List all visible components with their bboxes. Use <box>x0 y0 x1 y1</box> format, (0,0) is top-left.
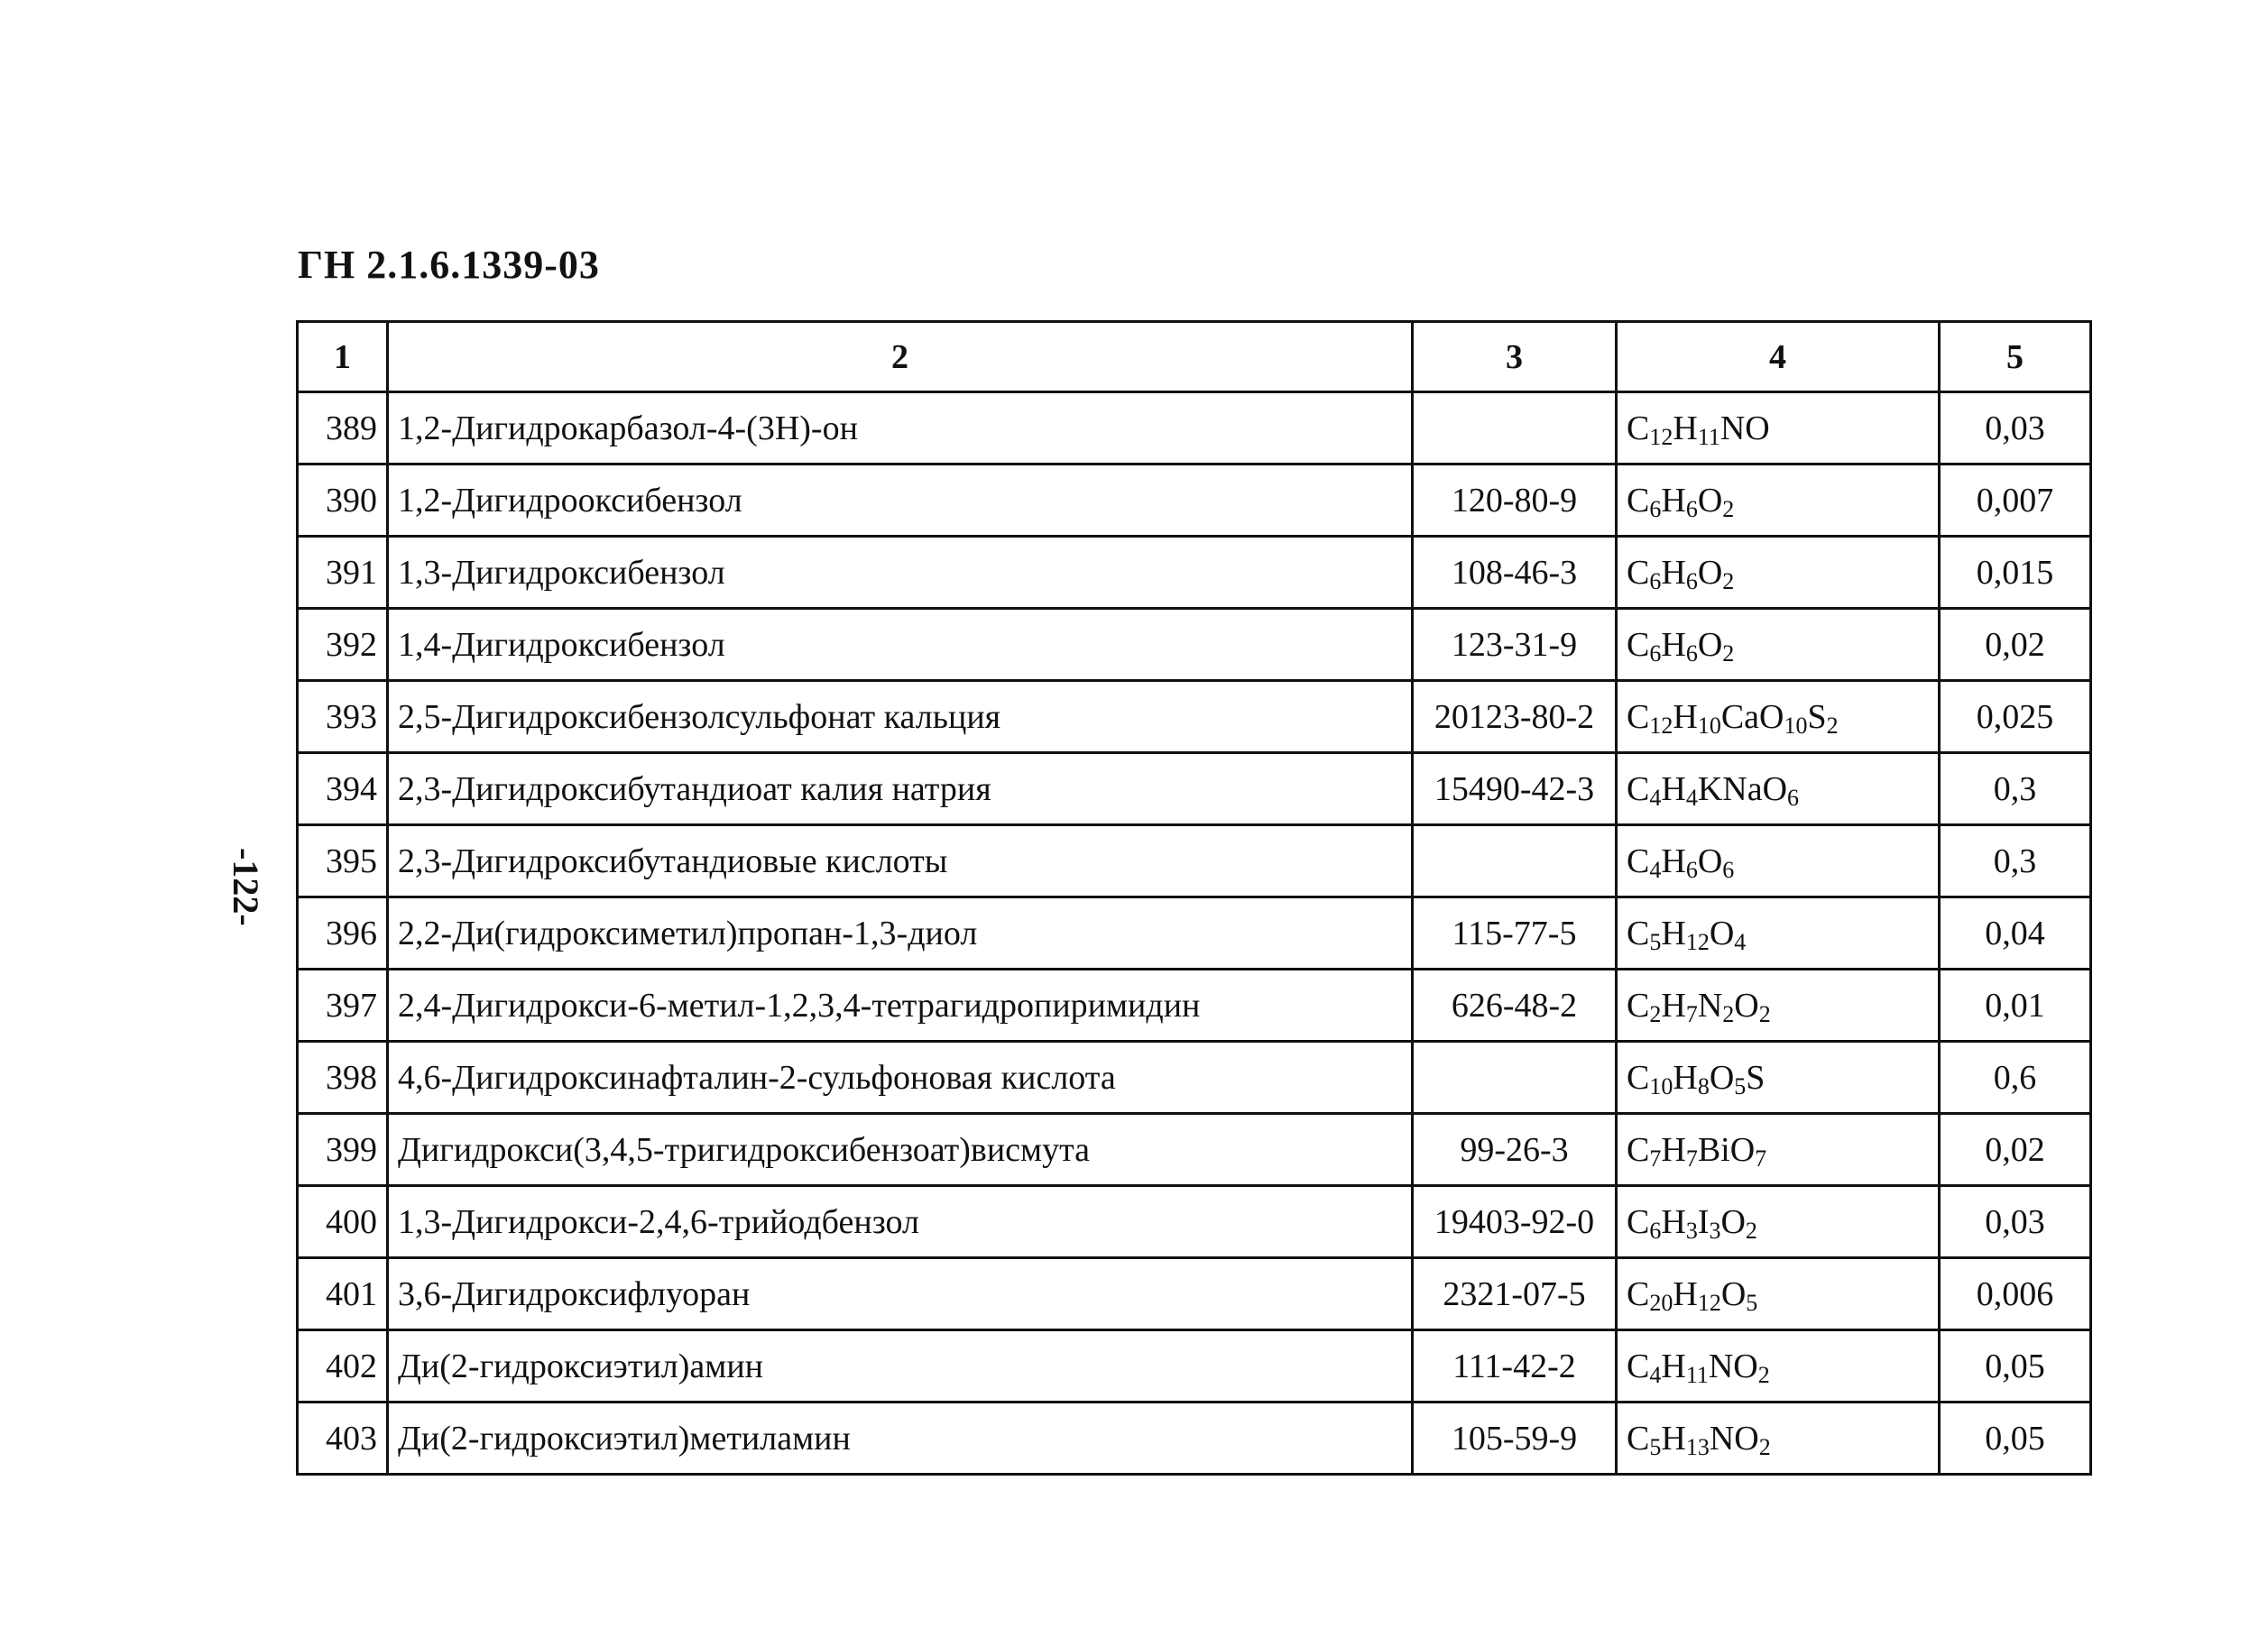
column-header-formula: 4 <box>1617 322 1940 392</box>
formula-element: C <box>1627 914 1650 952</box>
formula-element: O <box>1697 481 1723 520</box>
document-title: ГН 2.1.6.1339-03 <box>298 243 600 287</box>
formula-element: H <box>1673 1058 1698 1097</box>
formula-element: H <box>1661 986 1686 1025</box>
table-row <box>298 1403 2091 1475</box>
table-row <box>298 609 2091 681</box>
substance-name: 4,6-Дигидроксинафталин-2-сульфоновая кислота <box>388 1042 1413 1114</box>
formula-subscript: 3 <box>1685 1217 1698 1244</box>
concentration-value: 0,05 <box>1940 1403 2091 1475</box>
row-number: 389 <box>298 392 388 464</box>
row-number: 399 <box>298 1114 388 1186</box>
formula-subscript: 12 <box>1649 712 1673 739</box>
chemical-formula <box>1617 1114 1940 1186</box>
formula-element: C <box>1627 1130 1650 1169</box>
cas-number <box>1413 392 1617 464</box>
row-number: 403 <box>298 1403 388 1475</box>
formula-element: O <box>1697 842 1723 880</box>
formula-subscript: 10 <box>1784 712 1808 739</box>
chemical-formula <box>1617 970 1940 1042</box>
substance-name: 2,2-Ди(гидроксиметил)пропан-1,3-диол <box>388 897 1413 970</box>
concentration-value: 0,015 <box>1940 537 2091 609</box>
formula-subscript: 4 <box>1649 784 1662 811</box>
concentration-value: 0,006 <box>1940 1258 2091 1330</box>
chemical-formula <box>1617 464 1940 537</box>
table-row <box>298 1258 2091 1330</box>
formula-subscript: 2 <box>1722 1000 1735 1027</box>
substance-name: Ди(2-гидроксиэтил)метиламин <box>388 1403 1413 1475</box>
formula-element: S <box>1807 697 1827 736</box>
table-body <box>298 322 2091 1475</box>
concentration-value: 0,025 <box>1940 681 2091 753</box>
cas-number <box>1413 1042 1617 1114</box>
formula-subscript: 6 <box>1649 639 1662 667</box>
cas-number: 120-80-9 <box>1413 464 1617 537</box>
formula-element: C <box>1627 769 1650 808</box>
table-row <box>298 897 2091 970</box>
cas-number: 108-46-3 <box>1413 537 1617 609</box>
concentration-value: 0,03 <box>1940 1186 2091 1258</box>
row-number: 398 <box>298 1042 388 1114</box>
cas-number: 105-59-9 <box>1413 1403 1617 1475</box>
formula-element: H <box>1673 409 1698 447</box>
formula-element: C <box>1627 697 1650 736</box>
concentration-value: 0,007 <box>1940 464 2091 537</box>
row-number: 397 <box>298 970 388 1042</box>
formula-subscript: 20 <box>1649 1289 1673 1316</box>
formula-element: BiO <box>1697 1130 1756 1169</box>
formula-element: H <box>1661 1130 1686 1169</box>
concentration-value: 0,04 <box>1940 897 2091 970</box>
substance-name: 1,2-Дигидрокарбазол-4-(3Н)-он <box>388 392 1413 464</box>
formula-subscript: 2 <box>1722 639 1735 667</box>
chemical-formula <box>1617 825 1940 897</box>
concentration-value: 0,3 <box>1940 825 2091 897</box>
formula-subscript: 7 <box>1649 1145 1662 1172</box>
row-number: 396 <box>298 897 388 970</box>
row-number: 390 <box>298 464 388 537</box>
formula-subscript: 7 <box>1685 1000 1698 1027</box>
substance-name: 1,3-Дигидрокси-2,4,6-трийодбензол <box>388 1186 1413 1258</box>
concentration-value: 0,01 <box>1940 970 2091 1042</box>
formula-element: O <box>1720 1202 1746 1241</box>
substance-name: 2,3-Дигидроксибутандиоат калия натрия <box>388 753 1413 825</box>
formula-element: O <box>1709 914 1735 952</box>
formula-element: NO <box>1708 1347 1758 1385</box>
formula-element: H <box>1661 1202 1686 1241</box>
substance-name: 2,5-Дигидроксибензолсульфонат кальция <box>388 681 1413 753</box>
formula-subscript: 6 <box>1685 567 1698 594</box>
column-header-value: 5 <box>1940 322 2091 392</box>
chemical-formula <box>1617 1186 1940 1258</box>
formula-element: C <box>1627 1274 1650 1313</box>
column-header-cas: 3 <box>1413 322 1617 392</box>
chemical-formula <box>1617 681 1940 753</box>
table-header-row <box>298 322 2091 392</box>
substance-name: 1,4-Дигидроксибензол <box>388 609 1413 681</box>
formula-subscript: 2 <box>1757 1361 1770 1388</box>
formula-subscript: 2 <box>1745 1217 1757 1244</box>
row-number: 393 <box>298 681 388 753</box>
formula-element: O <box>1709 1058 1735 1097</box>
table-row <box>298 537 2091 609</box>
row-number: 401 <box>298 1258 388 1330</box>
substance-name: Ди(2-гидроксиэтил)амин <box>388 1330 1413 1403</box>
concentration-value: 0,02 <box>1940 1114 2091 1186</box>
formula-element: C <box>1627 986 1650 1025</box>
table-row <box>298 825 2091 897</box>
column-header-name: 2 <box>388 322 1413 392</box>
formula-subscript: 10 <box>1697 712 1721 739</box>
formula-element: O <box>1720 1274 1747 1313</box>
chemical-formula <box>1617 609 1940 681</box>
chemical-formula <box>1617 753 1940 825</box>
formula-element: NO <box>1709 1419 1759 1458</box>
table-row <box>298 1186 2091 1258</box>
formula-element: KNaO <box>1697 769 1788 808</box>
substances-table <box>296 320 2092 1476</box>
formula-element: H <box>1661 1347 1686 1385</box>
formula-element: S <box>1746 1058 1766 1097</box>
formula-element: H <box>1661 769 1686 808</box>
formula-element: C <box>1627 553 1650 592</box>
formula-subscript: 5 <box>1734 1072 1747 1099</box>
formula-subscript: 2 <box>1758 1000 1771 1027</box>
formula-subscript: 8 <box>1697 1072 1710 1099</box>
cas-number: 99-26-3 <box>1413 1114 1617 1186</box>
formula-element: H <box>1661 625 1686 664</box>
formula-element: CaO <box>1720 697 1784 736</box>
formula-element: C <box>1627 842 1650 880</box>
formula-subscript: 12 <box>1685 928 1710 955</box>
chemical-formula <box>1617 1403 1940 1475</box>
formula-subscript: 10 <box>1649 1072 1673 1099</box>
formula-subscript: 5 <box>1746 1289 1758 1316</box>
substance-name: 3,6-Дигидроксифлуоран <box>388 1258 1413 1330</box>
formula-subscript: 5 <box>1649 1433 1662 1460</box>
formula-subscript: 12 <box>1649 423 1673 450</box>
substance-name: 1,3-Дигидроксибензол <box>388 537 1413 609</box>
row-number: 394 <box>298 753 388 825</box>
formula-subscript: 4 <box>1649 1361 1662 1388</box>
formula-element: H <box>1661 842 1686 880</box>
concentration-value: 0,03 <box>1940 392 2091 464</box>
row-number: 391 <box>298 537 388 609</box>
formula-element: H <box>1661 1419 1686 1458</box>
substance-name: Дигидрокси(3,4,5-тригидроксибензоат)висмута <box>388 1114 1413 1186</box>
formula-subscript: 6 <box>1649 1217 1662 1244</box>
cas-number: 2321-07-5 <box>1413 1258 1617 1330</box>
formula-subscript: 13 <box>1685 1433 1710 1460</box>
formula-subscript: 2 <box>1722 567 1735 594</box>
formula-subscript: 2 <box>1722 495 1735 522</box>
formula-subscript: 3 <box>1709 1217 1721 1244</box>
table-row <box>298 1330 2091 1403</box>
row-number: 395 <box>298 825 388 897</box>
formula-subscript: 6 <box>1685 856 1698 883</box>
formula-subscript: 7 <box>1755 1145 1767 1172</box>
formula-element: C <box>1627 1058 1650 1097</box>
formula-element: H <box>1661 553 1686 592</box>
formula-element: C <box>1627 625 1650 664</box>
chemical-formula <box>1617 897 1940 970</box>
formula-element: H <box>1673 1274 1698 1313</box>
cas-number: 111-42-2 <box>1413 1330 1617 1403</box>
table-row <box>298 681 2091 753</box>
cas-number: 123-31-9 <box>1413 609 1617 681</box>
formula-subscript: 7 <box>1685 1145 1698 1172</box>
formula-subscript: 2 <box>1649 1000 1662 1027</box>
formula-element: C <box>1627 1202 1650 1241</box>
row-number: 400 <box>298 1186 388 1258</box>
table-row <box>298 464 2091 537</box>
formula-subscript: 6 <box>1649 567 1662 594</box>
row-number: 392 <box>298 609 388 681</box>
formula-element: H <box>1673 697 1698 736</box>
formula-subscript: 4 <box>1734 928 1747 955</box>
substance-name: 1,2-Дигидрооксибензол <box>388 464 1413 537</box>
formula-subscript: 2 <box>1826 712 1839 739</box>
cas-number: 15490-42-3 <box>1413 753 1617 825</box>
formula-subscript: 5 <box>1649 928 1662 955</box>
formula-subscript: 11 <box>1697 423 1720 450</box>
formula-subscript: 6 <box>1685 639 1698 667</box>
formula-element: H <box>1661 914 1686 952</box>
formula-element: N <box>1697 986 1723 1025</box>
chemical-formula <box>1617 392 1940 464</box>
formula-subscript: 6 <box>1722 856 1735 883</box>
formula-element: C <box>1627 481 1650 520</box>
chemical-formula <box>1617 1258 1940 1330</box>
formula-subscript: 12 <box>1697 1289 1721 1316</box>
formula-subscript: 6 <box>1685 495 1698 522</box>
formula-element: C <box>1627 1347 1650 1385</box>
row-number: 402 <box>298 1330 388 1403</box>
cas-number: 20123-80-2 <box>1413 681 1617 753</box>
formula-subscript: 6 <box>1649 495 1662 522</box>
table-row <box>298 392 2091 464</box>
substance-name: 2,4-Дигидрокси-6-метил-1,2,3,4-тетрагидропиримидин <box>388 970 1413 1042</box>
formula-element: C <box>1627 409 1650 447</box>
formula-element: O <box>1734 986 1759 1025</box>
chemical-formula <box>1617 1042 1940 1114</box>
cas-number: 626-48-2 <box>1413 970 1617 1042</box>
formula-subscript: 11 <box>1685 1361 1709 1388</box>
formula-element: NO <box>1719 409 1770 447</box>
table-row <box>298 1042 2091 1114</box>
cas-number <box>1413 825 1617 897</box>
formula-subscript: 6 <box>1787 784 1800 811</box>
concentration-value: 0,05 <box>1940 1330 2091 1403</box>
formula-subscript: 4 <box>1685 784 1698 811</box>
chemical-formula <box>1617 537 1940 609</box>
concentration-value: 0,6 <box>1940 1042 2091 1114</box>
formula-subscript: 2 <box>1758 1433 1771 1460</box>
formula-element: I <box>1697 1202 1710 1241</box>
chemical-formula <box>1617 1330 1940 1403</box>
table-row <box>298 970 2091 1042</box>
table-row <box>298 753 2091 825</box>
substance-name: 2,3-Дигидроксибутандиовые кислоты <box>388 825 1413 897</box>
page-number: -122- <box>226 848 266 926</box>
formula-subscript: 4 <box>1649 856 1662 883</box>
formula-element: C <box>1627 1419 1650 1458</box>
column-header-number: 1 <box>298 322 388 392</box>
table-row <box>298 1114 2091 1186</box>
concentration-value: 0,02 <box>1940 609 2091 681</box>
cas-number: 115-77-5 <box>1413 897 1617 970</box>
cas-number: 19403-92-0 <box>1413 1186 1617 1258</box>
formula-element: O <box>1697 625 1723 664</box>
concentration-value: 0,3 <box>1940 753 2091 825</box>
formula-element: O <box>1697 553 1723 592</box>
formula-element: H <box>1661 481 1686 520</box>
